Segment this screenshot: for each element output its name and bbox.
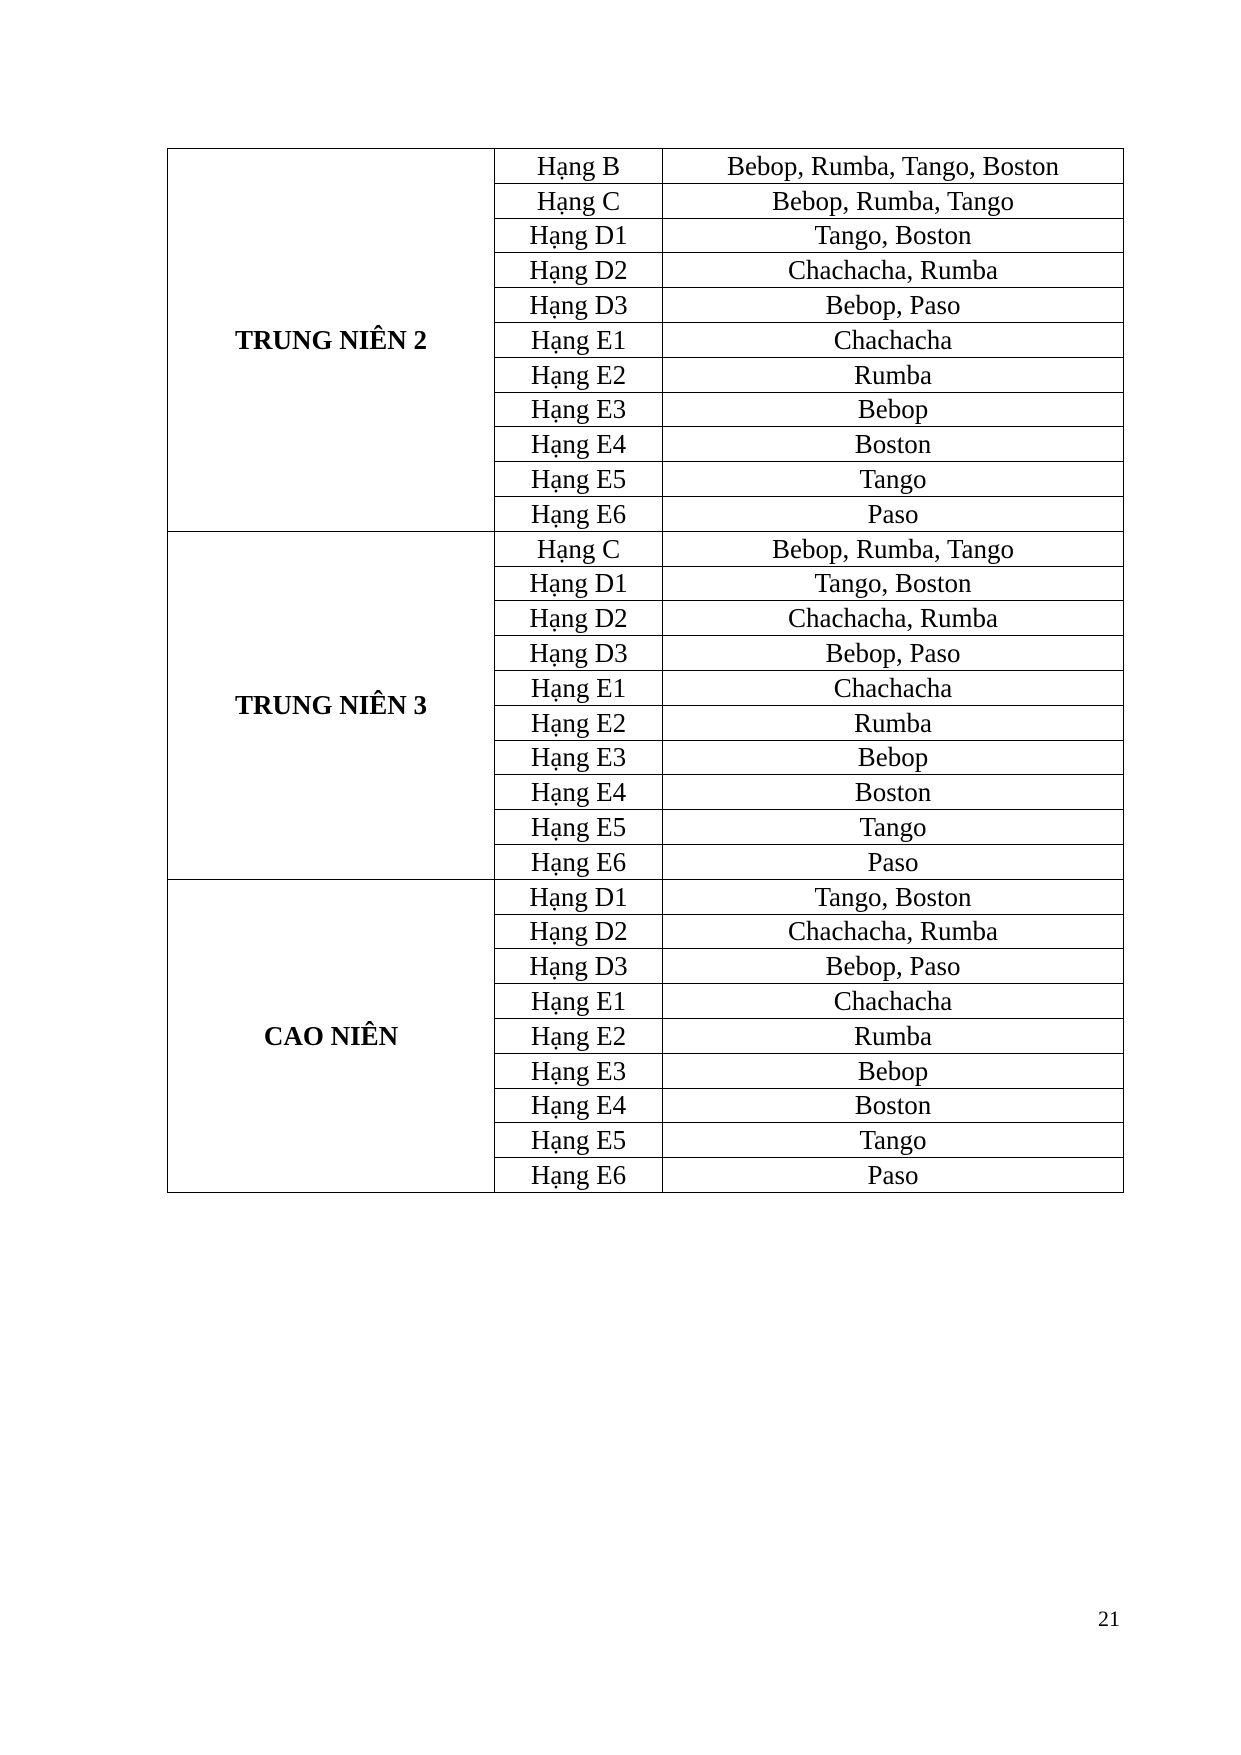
rank-cell: Hạng D2 bbox=[495, 601, 663, 636]
age-group-cell: TRUNG NIÊN 3 bbox=[168, 531, 495, 879]
dances-cell: Paso bbox=[663, 496, 1124, 531]
division-table bbox=[167, 148, 1124, 1193]
dances-cell: Bebop, Paso bbox=[663, 949, 1124, 984]
rank-cell: Hạng C bbox=[495, 183, 663, 218]
table-body bbox=[168, 149, 1124, 1193]
rank-cell: Hạng D1 bbox=[495, 879, 663, 914]
rank-cell: Hạng E3 bbox=[495, 1053, 663, 1088]
dances-cell: Boston bbox=[663, 1088, 1124, 1123]
rank-cell: Hạng E3 bbox=[495, 392, 663, 427]
dances-cell: Chachacha, Rumba bbox=[663, 601, 1124, 636]
rank-cell: Hạng D2 bbox=[495, 914, 663, 949]
rank-cell: Hạng D3 bbox=[495, 636, 663, 671]
rank-cell: Hạng E5 bbox=[495, 1123, 663, 1158]
table-row bbox=[168, 149, 1124, 184]
dances-cell: Boston bbox=[663, 427, 1124, 462]
rank-cell: Hạng E5 bbox=[495, 462, 663, 497]
dances-cell: Chachacha, Rumba bbox=[663, 914, 1124, 949]
rank-cell: Hạng D3 bbox=[495, 288, 663, 323]
dances-cell: Chachacha bbox=[663, 322, 1124, 357]
dances-cell: Chachacha, Rumba bbox=[663, 253, 1124, 288]
dances-cell: Rumba bbox=[663, 357, 1124, 392]
age-group-cell: CAO NIÊN bbox=[168, 879, 495, 1192]
rank-cell: Hạng E6 bbox=[495, 1158, 663, 1193]
dances-cell: Bebop bbox=[663, 1053, 1124, 1088]
rank-cell: Hạng E5 bbox=[495, 810, 663, 845]
page-number: 21 bbox=[1098, 1606, 1120, 1631]
rank-cell: Hạng E2 bbox=[495, 1018, 663, 1053]
dances-cell: Bebop, Rumba, Tango bbox=[663, 531, 1124, 566]
table-row bbox=[168, 531, 1124, 566]
dances-cell: Tango bbox=[663, 1123, 1124, 1158]
dances-cell: Boston bbox=[663, 775, 1124, 810]
rank-cell: Hạng D3 bbox=[495, 949, 663, 984]
rank-cell: Hạng D2 bbox=[495, 253, 663, 288]
dances-cell: Bebop, Rumba, Tango, Boston bbox=[663, 149, 1124, 184]
dances-cell: Rumba bbox=[663, 705, 1124, 740]
dances-cell: Paso bbox=[663, 844, 1124, 879]
rank-cell: Hạng E6 bbox=[495, 844, 663, 879]
rank-cell: Hạng D1 bbox=[495, 566, 663, 601]
dances-cell: Bebop, Paso bbox=[663, 288, 1124, 323]
rank-cell: Hạng E6 bbox=[495, 496, 663, 531]
dances-cell: Bebop, Paso bbox=[663, 636, 1124, 671]
rank-cell: Hạng E1 bbox=[495, 322, 663, 357]
table-row bbox=[168, 879, 1124, 914]
rank-cell: Hạng C bbox=[495, 531, 663, 566]
rank-cell: Hạng D1 bbox=[495, 218, 663, 253]
rank-cell: Hạng E2 bbox=[495, 357, 663, 392]
dances-cell: Rumba bbox=[663, 1018, 1124, 1053]
dances-cell: Tango bbox=[663, 810, 1124, 845]
rank-cell: Hạng E1 bbox=[495, 984, 663, 1019]
dances-cell: Tango, Boston bbox=[663, 566, 1124, 601]
dances-cell: Bebop bbox=[663, 392, 1124, 427]
age-group-cell: TRUNG NIÊN 2 bbox=[168, 149, 495, 532]
dances-cell: Bebop, Rumba, Tango bbox=[663, 183, 1124, 218]
dances-cell: Paso bbox=[663, 1158, 1124, 1193]
rank-cell: Hạng E4 bbox=[495, 775, 663, 810]
dances-cell: Tango, Boston bbox=[663, 879, 1124, 914]
dances-cell: Chachacha bbox=[663, 670, 1124, 705]
rank-cell: Hạng B bbox=[495, 149, 663, 184]
rank-cell: Hạng E4 bbox=[495, 1088, 663, 1123]
rank-cell: Hạng E3 bbox=[495, 740, 663, 775]
rank-cell: Hạng E4 bbox=[495, 427, 663, 462]
rank-cell: Hạng E2 bbox=[495, 705, 663, 740]
dances-cell: Bebop bbox=[663, 740, 1124, 775]
dances-cell: Chachacha bbox=[663, 984, 1124, 1019]
dances-cell: Tango, Boston bbox=[663, 218, 1124, 253]
rank-cell: Hạng E1 bbox=[495, 670, 663, 705]
dances-cell: Tango bbox=[663, 462, 1124, 497]
